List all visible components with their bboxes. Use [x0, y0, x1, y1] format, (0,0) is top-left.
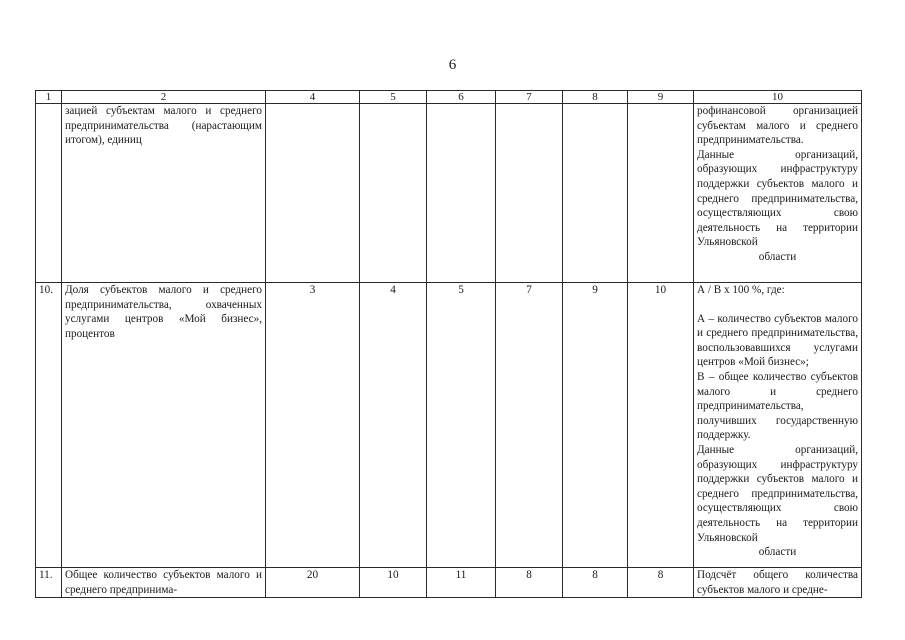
header-cell: 4 [266, 91, 360, 104]
value-cell: 20 [266, 568, 360, 598]
table-header-row [36, 91, 862, 104]
header-cell: 10 [694, 91, 862, 104]
table-row [36, 568, 862, 598]
value-cell [496, 104, 563, 283]
method-text: Данные организаций, образующих инфраструктуру поддержки субъектов малого и среднего предпринимательства, осуществляющих свою деятельность на территории Ульяновской [697, 148, 858, 249]
page-number: 6 [448, 57, 457, 73]
indicator-name-cell: зацией субъектам малого и среднего предпринимательства (нарастающим итогом), единиц [62, 104, 266, 283]
value-cell [628, 104, 694, 283]
paragraph-gap [697, 298, 858, 312]
header-cell: 2 [62, 91, 266, 104]
value-cell [563, 104, 628, 283]
header-cell: 6 [427, 91, 496, 104]
value-cell: 10 [628, 283, 694, 568]
value-cell: 3 [266, 283, 360, 568]
table-row [36, 283, 862, 568]
method-cell [694, 104, 862, 283]
table-row [36, 104, 862, 283]
indicators-table [35, 90, 862, 598]
header-cell: 9 [628, 91, 694, 104]
value-cell: 9 [563, 283, 628, 568]
header-cell: 8 [563, 91, 628, 104]
value-cell [360, 104, 427, 283]
value-cell: 5 [427, 283, 496, 568]
method-text: области [758, 546, 797, 559]
header-cell: 7 [496, 91, 563, 104]
value-cell: 8 [496, 568, 563, 598]
indicator-name-cell: Общее количество субъектов малого и среднего предпринима- [62, 568, 266, 598]
method-text: Данные организаций, образующих инфраструктуру поддержки субъектов малого и среднего предпринимательства, осуществляющих свою деятельность на территории Ульяновской [697, 443, 858, 544]
value-cell [427, 104, 496, 283]
row-number-cell [36, 104, 62, 283]
row-number-cell: 10. [36, 283, 62, 568]
value-cell [266, 104, 360, 283]
value-cell: 10 [360, 568, 427, 598]
indicator-name-cell: Доля субъектов малого и среднего предпринимательства, охваченных услугами центров «Мой бизнес», процентов [62, 283, 266, 568]
value-cell: 11 [427, 568, 496, 598]
row-number-cell: 11. [36, 568, 62, 598]
value-cell: 8 [628, 568, 694, 598]
value-cell: 7 [496, 283, 563, 568]
value-cell: 8 [563, 568, 628, 598]
method-cell: Подсчёт общего количества субъектов малого и средне- [694, 568, 862, 598]
header-cell: 1 [36, 91, 62, 104]
header-cell: 5 [360, 91, 427, 104]
method-text: В – общее количество субъектов малого и среднего предпринимательства, получивших государственную поддержку. [697, 370, 858, 442]
method-text: А / В х 100 %, где: [697, 284, 785, 296]
method-text: рофинансовой организацией субъектам малого и среднего предпринимательства. [697, 105, 858, 147]
method-cell [694, 283, 862, 568]
value-cell: 4 [360, 283, 427, 568]
method-text: А – количество субъектов малого и среднего предпринимательства, воспользовавшихся услугами центров «Мой бизнес»; [697, 312, 858, 369]
method-text: области [758, 250, 797, 263]
